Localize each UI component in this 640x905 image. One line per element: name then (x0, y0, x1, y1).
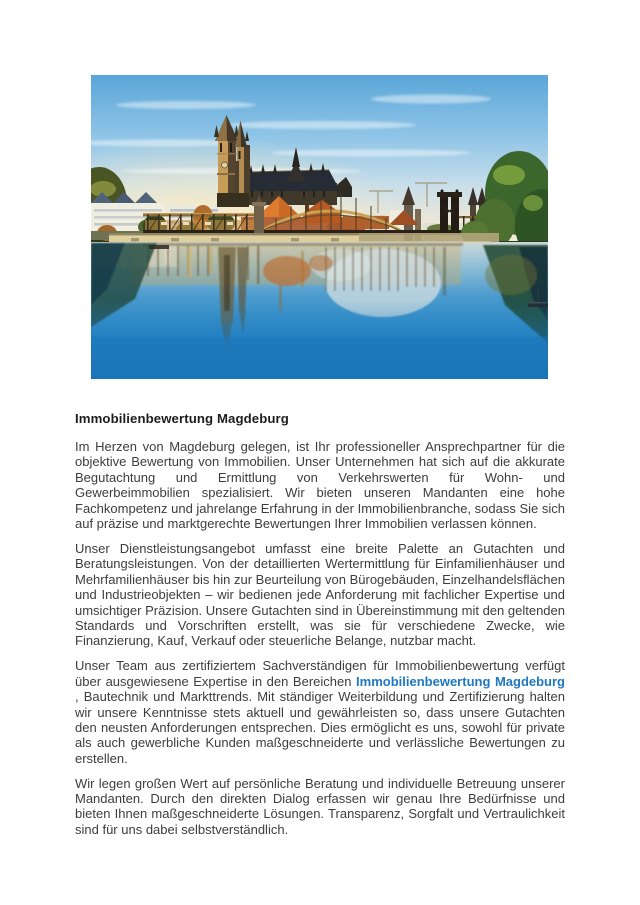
team-paragraph-text-after: , Bautechnik und Markttrends. Mit ständiger Weiterbildung und Zertifizierung halten wir unsere Kenntnisse stets aktuell und gewährleisten so, dass unsere Gutachten den neusten Anforderungen entsprechen. Dies ermöglicht es uns, sowohl für private als auch gewerbliche Kunden maßgeschneiderte und verlässliche Bewertungen zu erstellen. (75, 689, 565, 766)
river (91, 241, 548, 379)
page-title: Immobilienbewertung Magdeburg (75, 411, 289, 426)
immobilienbewertung-magdeburg-link[interactable]: Immobilienbewertung Magdeburg (356, 673, 566, 689)
magdeburg-photo-illustration (91, 75, 548, 379)
article-body (75, 411, 565, 847)
team-paragraph-text-before: Unser Team aus zertifiziertem Sachverständigen für Immobilienbewertung verfügt über ausgewiesene Expertise in den Bereichen (75, 658, 565, 689)
consulting-paragraph: Wir legen großen Wert auf persönliche Beratung und individuelle Betreuung unserer Mandanten. Durch den direkten Dialog erfassen wir genau Ihre Bedürfnisse und bieten Ihnen maßgeschneiderte Lösungen. Transparenz, Sorgfalt und Vertraulichkeit sind für uns dabei selbstverständlich. (75, 775, 565, 837)
hero-photo (91, 75, 548, 379)
intro-paragraph: Im Herzen von Magdeburg gelegen, ist Ihr professioneller Ansprechpartner für die objektive Bewertung von Immobilien. Unser Unternehmen hat sich auf die akkurate Begutachtung und Ermittlung von Verkehrswerten für Wohn- und Gewerbeimmobilien spezialisiert. Wir bieten unseren Mandanten eine hohe Fachkompetenz und jahrelange Erfahrung in der Immobilienbranche, sodass Sie sich auf präzise und marktgerechte Bewertungen Ihrer Immobilien verlassen können. (75, 439, 565, 532)
services-paragraph: Unser Dienstleistungsangebot umfasst eine breite Palette an Gutachten und Beratungsleistungen. Von der detaillierten Wertermittlung für Einfamilienhäuser und Mehrfamilienhäuser bis hin zur Beurteilung von Bürogebäuden, Einzelhandelsflächen und Industrieobjekten – wir bedienen jede Anforderung mit fachlicher Expertise und umsichtiger Präzision. Unsere Gutachten sind in Übereinstimmung mit den geltenden Standards und Vorschriften erstellt, was sie für verschiedene Zwecke, wie Finanzierung, Kauf, Verkauf oder steuerliche Belange, nutzbar macht. (75, 540, 565, 649)
team-paragraph (75, 658, 565, 766)
